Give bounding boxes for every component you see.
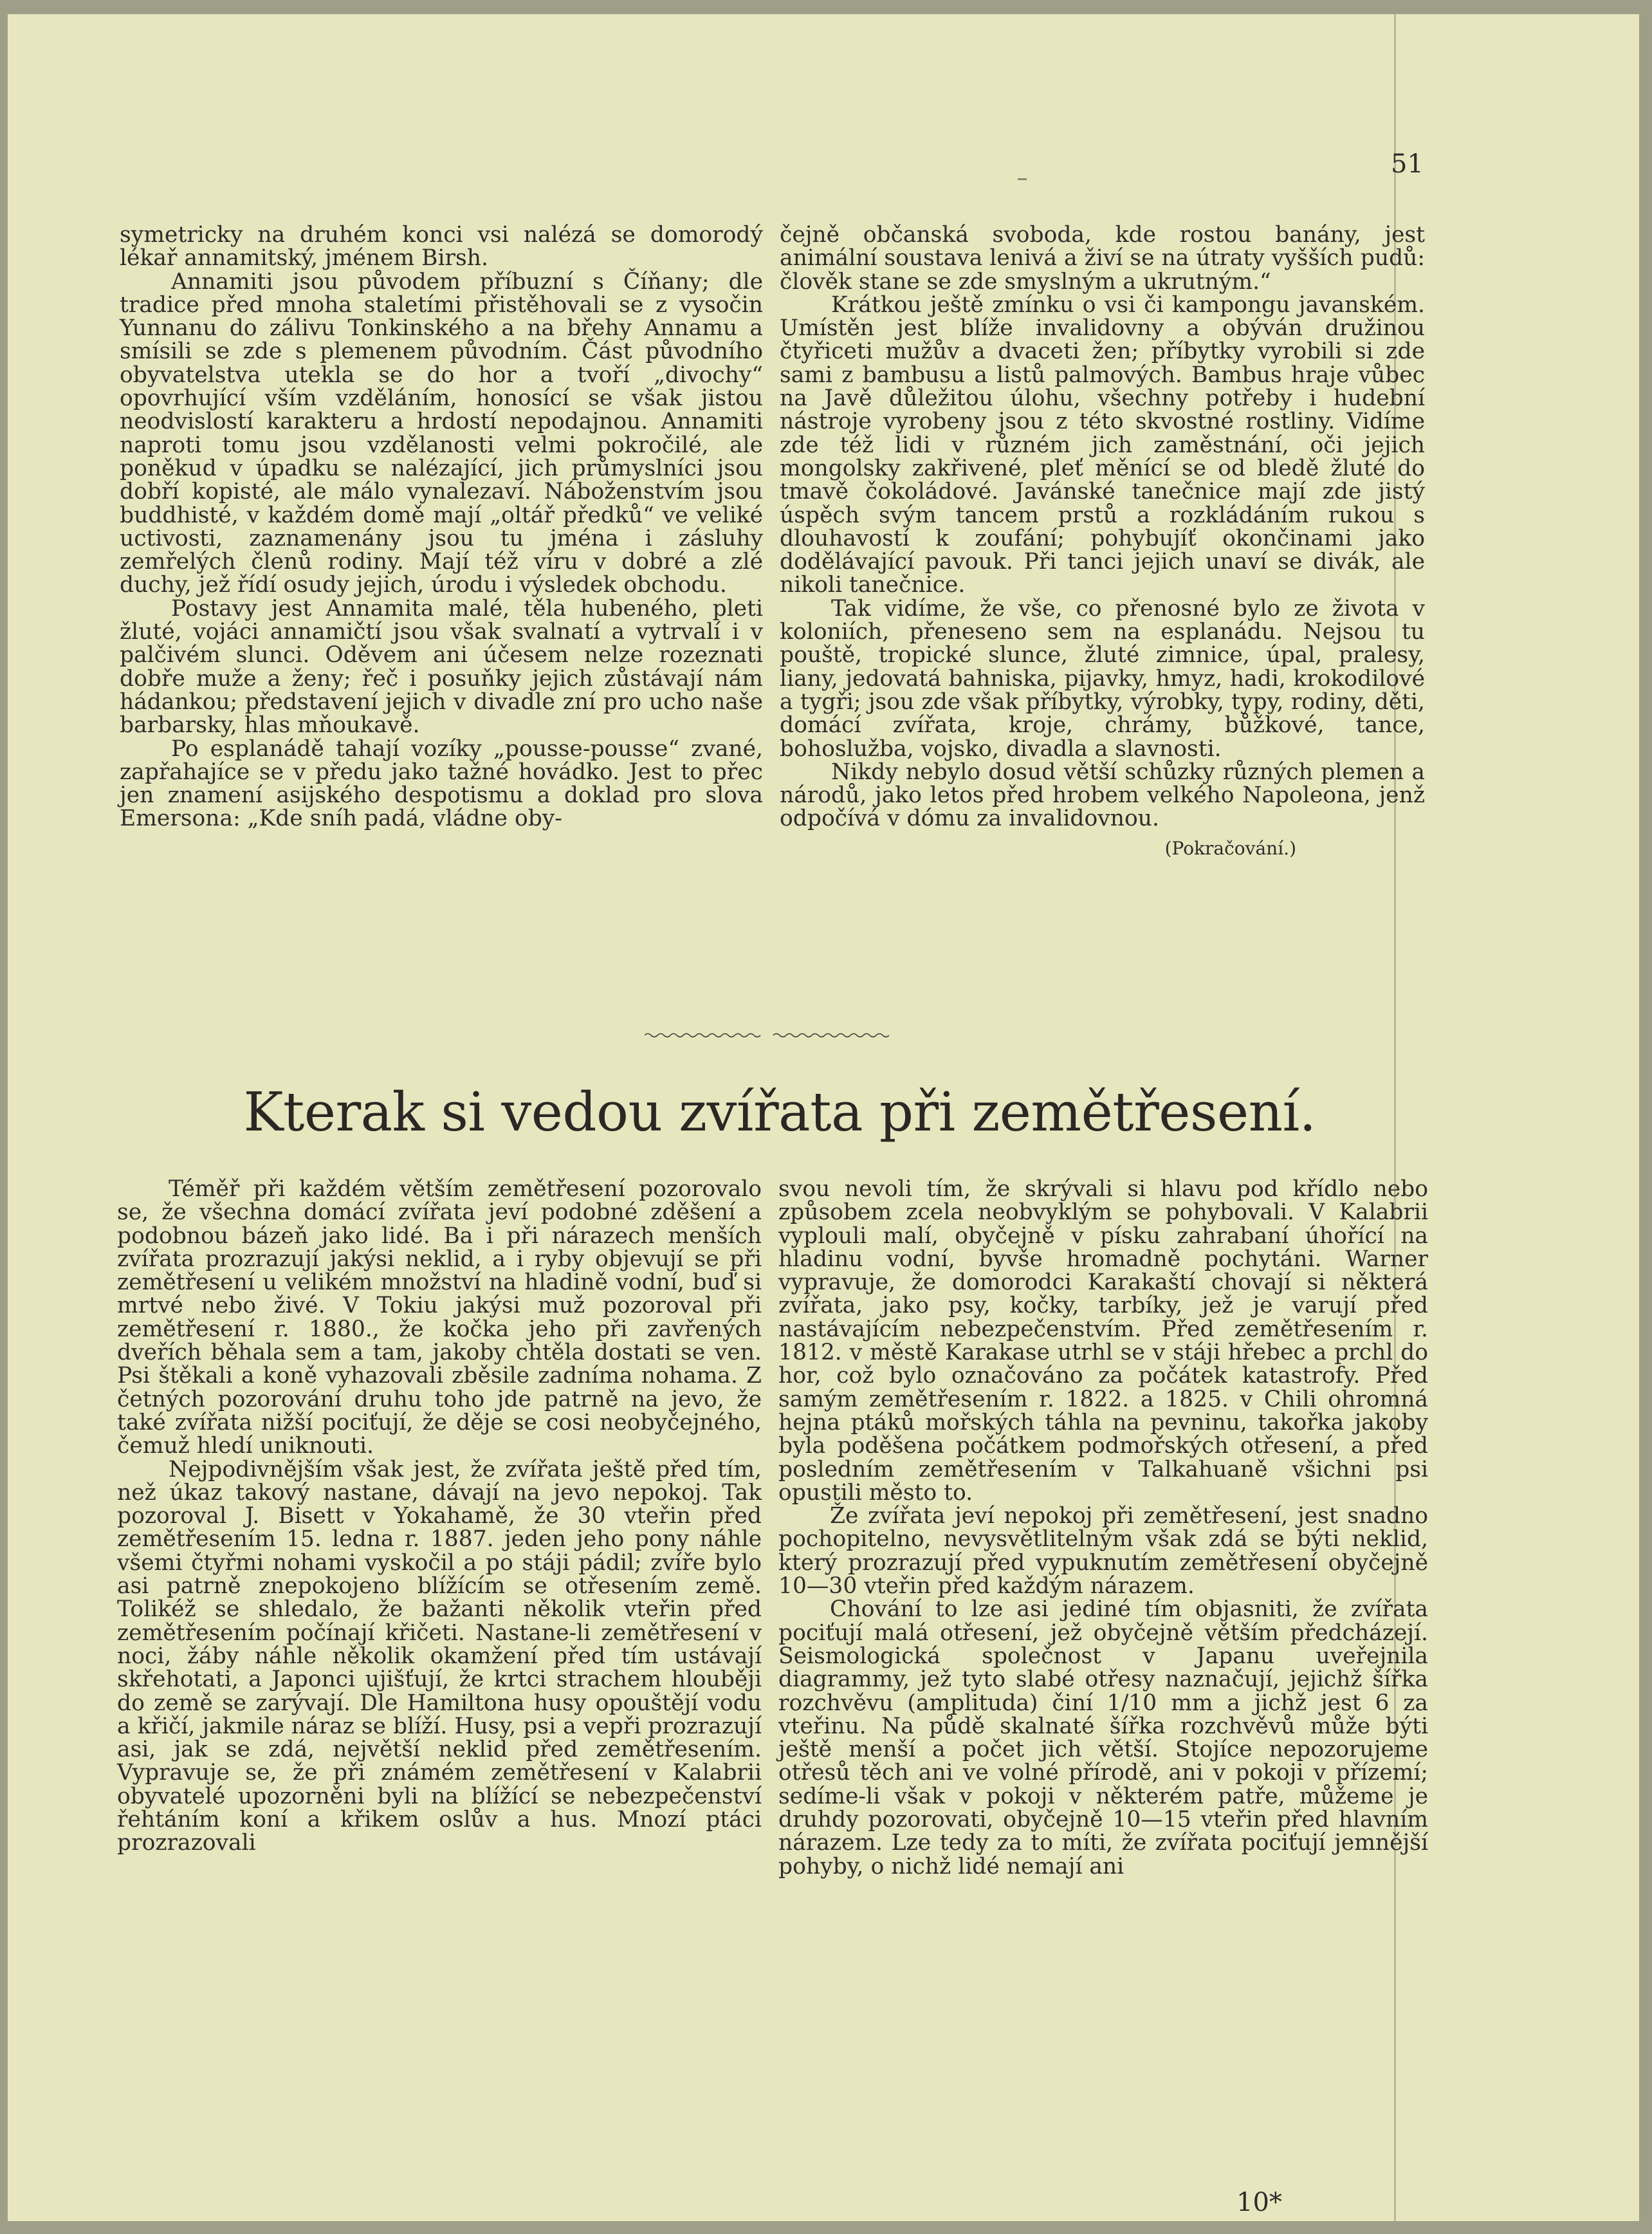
ornamental-divider [645,1031,889,1040]
paragraph: Tak vidíme, že vše, co přenosné bylo ze života v koloniích, přeneseno sem na esplanádu. Nejsou tu pouště, tropické slunce, žluté zimnice, úpal, pralesy, liany, jedovatá bahniska, pijavky, hmyz, hadi, krokodilové a tygři; jsou zde však příbytky, výrobky, typy, rodiny, děti, domácí zvířata, kroje, chrámy, bůžkové, tance, bohoslužba, vojsko, divadla a slavnosti. [780,595,1425,762]
page-number: 51 [1391,149,1424,179]
column-bottom-right [778,1177,1428,1878]
column-top-right [780,223,1425,860]
paragraph: Po esplanádě tahají vozíky „pousse-pousse“ zvané, zapřahajíce se v předu jako tažné hovádko. Jest to přec jen znamení asijského despotismu a doklad pro slova Emersona: „Kde sníh padá, vládne oby- [120,735,763,832]
paragraph: symetricky na druhém konci vsi nalézá se domorodý lékař annamitský, jménem Birsh. [120,222,763,272]
print-mark [1018,178,1027,180]
paragraph: čejně občanská svoboda, kde rostou banány, jest animální soustava lenivá a živí se na útraty vyšších pudů: člověk stane se zde smyslným a ukrutným.“ [780,222,1425,295]
paragraph: Nikdy nebylo dosud větší schůzky různých plemen a národů, jako letos před hrobem velkého Napoleona, jenž odpočívá v dómu za invalidovnou. [780,759,1425,832]
continued-label: (Pokračování.) [1164,837,1296,859]
book-page [8,14,1639,2221]
paragraph: svou nevoli tím, že skrývali si hlavu pod křídlo nebo způsobem zcela neobvyklým se pohybovali. V Kalabrii vyplouli malí, obyčejně v písku zahrabaní úhořící na hladinu vodní, byvše hromadně pochytáni. Warner vypravuje, že domorodci Karakaští chovají si některá zvířata, jako psy, kočky, tarbíky, jež je varují před nastávajícím nebezpečenstvím. Před zemětřesením r. 1812. v městě Karakase utrhl se v stáji hřebec a prchl do hor, což bylo označováno za počátek katastrofy. Před samým zemětřesením r. 1822. a 1825. v Chili ohromná hejna ptáků mořských táhla na pevninu, takořka jakoby byla poděšena počátkem podmořských otřesení, a před posledním zemětřesením v Talkahuaně všichni psi opustili město to. [778,1176,1428,1506]
paragraph: Postavy jest Annamita malé, těla hubeného, pleti žluté, vojáci annamičtí jsou však svalnatí a vytrvalí i v palčivém slunci. Oděvem ani účesem nelze rozeznati dobře muže a ženy; řeč i posuňky jejich zůstávají nám hádankou; představení jejich v divadle zní pro ucho naše barbarsky, hlas mňoukavě. [120,595,763,739]
article-title: Kterak si vedou zvířata při zemětřesení. [243,1081,1316,1143]
column-top-left [120,223,763,831]
paragraph: Téměř při každém větším zemětřesení pozorovalo se, že všechna domácí zvířata jeví podobné zděšení a podobnou bázeň jako lidé. Ba i při nárazech menších zvířata prozrazují jakýsi neklid, a i ryby objevují se při zemětřesení u velikém množství na hladině vodní, buď si mrtvé nebo živé. V Tokiu jakýsi muž pozoroval při zemětřesení r. 1880., že kočka jeho při zavřených dveřích běhala sem a tam, jakoby chtěla dostati se ven. Psi štěkali a koně vyhazovali zběsile zadníma nohama. Z četných pozorování druhu toho jde patrně na jevo, že také zvířata nižší pociťují, že děje se cosi neobyčejného, čemuž hledí uniknouti. [117,1176,762,1459]
paragraph: Annamiti jsou původem příbuzní s Číňany; dle tradice před mnoha staletími přistěhovali se z vysočin Yunnanu do zálivu Tonkinského a na břehy Annamu a smísili se zde s plemenem původním. Část původního obyvatelstva utekla se do hor a tvoří „divochy“ opovrhující vším vzděláním, honosící se však jistou neodvislostí karakteru a hrdostí nepodajnou. Annamiti naproti tomu jsou vzdělanosti velmi pokročilé, ale poněkud v úpadku se nalézající, jich průmyslníci jsou dobří kopisté, ale málo vynalezaví. Náboženstvím jsou buddhisté, v každém domě mají „oltář předků“ ve veliké uctivosti, zaznamenány jsou tu jména i zásluhy zemřelých členů rodiny. Mají též víru v dobré a zlé duchy, jež řídí osudy jejich, úrodu i výsledek obchodu. [120,268,763,598]
paragraph: Nejpodivnějším však jest, že zvířata ještě před tím, než úkaz takový nastane, dávají na jevo nepokoj. Tak pozoroval J. Bisett v Yokahamě, že 30 vteřin před zemětřesením 15. ledna r. 1887. jeden jeho pony náhle všemi čtyřmi nohami vyskočil a po stáji pádil; zvíře bylo asi patrně znepokojeno blížícím se otřesením země. Tolikéž se shledalo, že bažanti několik vteřin před zemětřesením počínají křičeti. Nastane-li zemětřesení v noci, žáby náhle několik okamžení před tím ustávají skřehotati, a Japonci ujišťují, že krtci strachem hlouběji do země se zarývají. Dle Hamiltona husy opouštějí vodu a křičí, jakmile náraz se blíží. Husy, psi a vepři prozrazují asi, jak se zdá, největší neklid před zemětřesením. Vypravuje se, že při známém zemětřesení v Kalabrii obyvatelé upozorněni byli na blížící se nebezpečenství řehtáním koní a křikem oslův a hus. Mnozí ptáci prozrazovali [117,1456,762,1856]
signature-mark: 10* [1236,2188,1282,2217]
paragraph: Že zvířata jeví nepokoj při zemětřesení, jest snadno pochopitelno, nevysvětlitelným však zdá se býti neklid, který prozrazují před vypuknutím zemětřesení obyčejně 10—30 vteřin před každým nárazem. [778,1503,1428,1600]
paragraph: Krátkou ještě zmínku o vsi či kampongu javanském. Umístěn jest blíže invalidovny a obýván družinou čtyřiceti mužův a dvaceti žen; příbytky vyrobili si zde sami z bambusu a listů palmových. Bambus hraje vůbec na Javě důležitou úlohu, všechny potřeby i hudební nástroje vyrobeny jsou z této skvostné rostliny. Vidíme zde též lidi v různém jich zaměstnání, oči jejich mongolsky zakřivené, pleť měnící se od bledě žluté do tmavě čokoládové. Javánské tanečnice mají zde jistý úspěch svým tancem prstů a rozkládáním rukou s dlouhavostí k zoufání; pohybujíť okončinami jako dodělávající pavouk. Při tanci jejich unaví se divák, ale nikoli tanečnice. [780,291,1425,598]
column-bottom-left [117,1177,762,1855]
paragraph: Chování to lze asi jediné tím objasniti, že zvířata pociťují malá otřesení, jež obyčejně větším předcházejí. Seismologická společnost v Japanu uveřejnila diagrammy, jež tyto slabé otřesy naznačují, jejichž šířka rozchvěvu (amplituda) činí 1/10 mm a jichž jest 6 za vteřinu. Na půdě skalnaté šířka rozchvěvů může býti ještě menší a počet jich větší. Stojíce nepozorujeme otřesů těch ani ve volné přírodě, ani v pokoji v přízemí; sedíme-li však v pokoji v některém patře, můžeme je druhdy pozorovati, obyčejně 10—15 vteřin před hlavním nárazem. Lze tedy za to míti, že zvířata pociťují jemnější pohyby, o nichž lidé nemají ani [778,1596,1428,1879]
